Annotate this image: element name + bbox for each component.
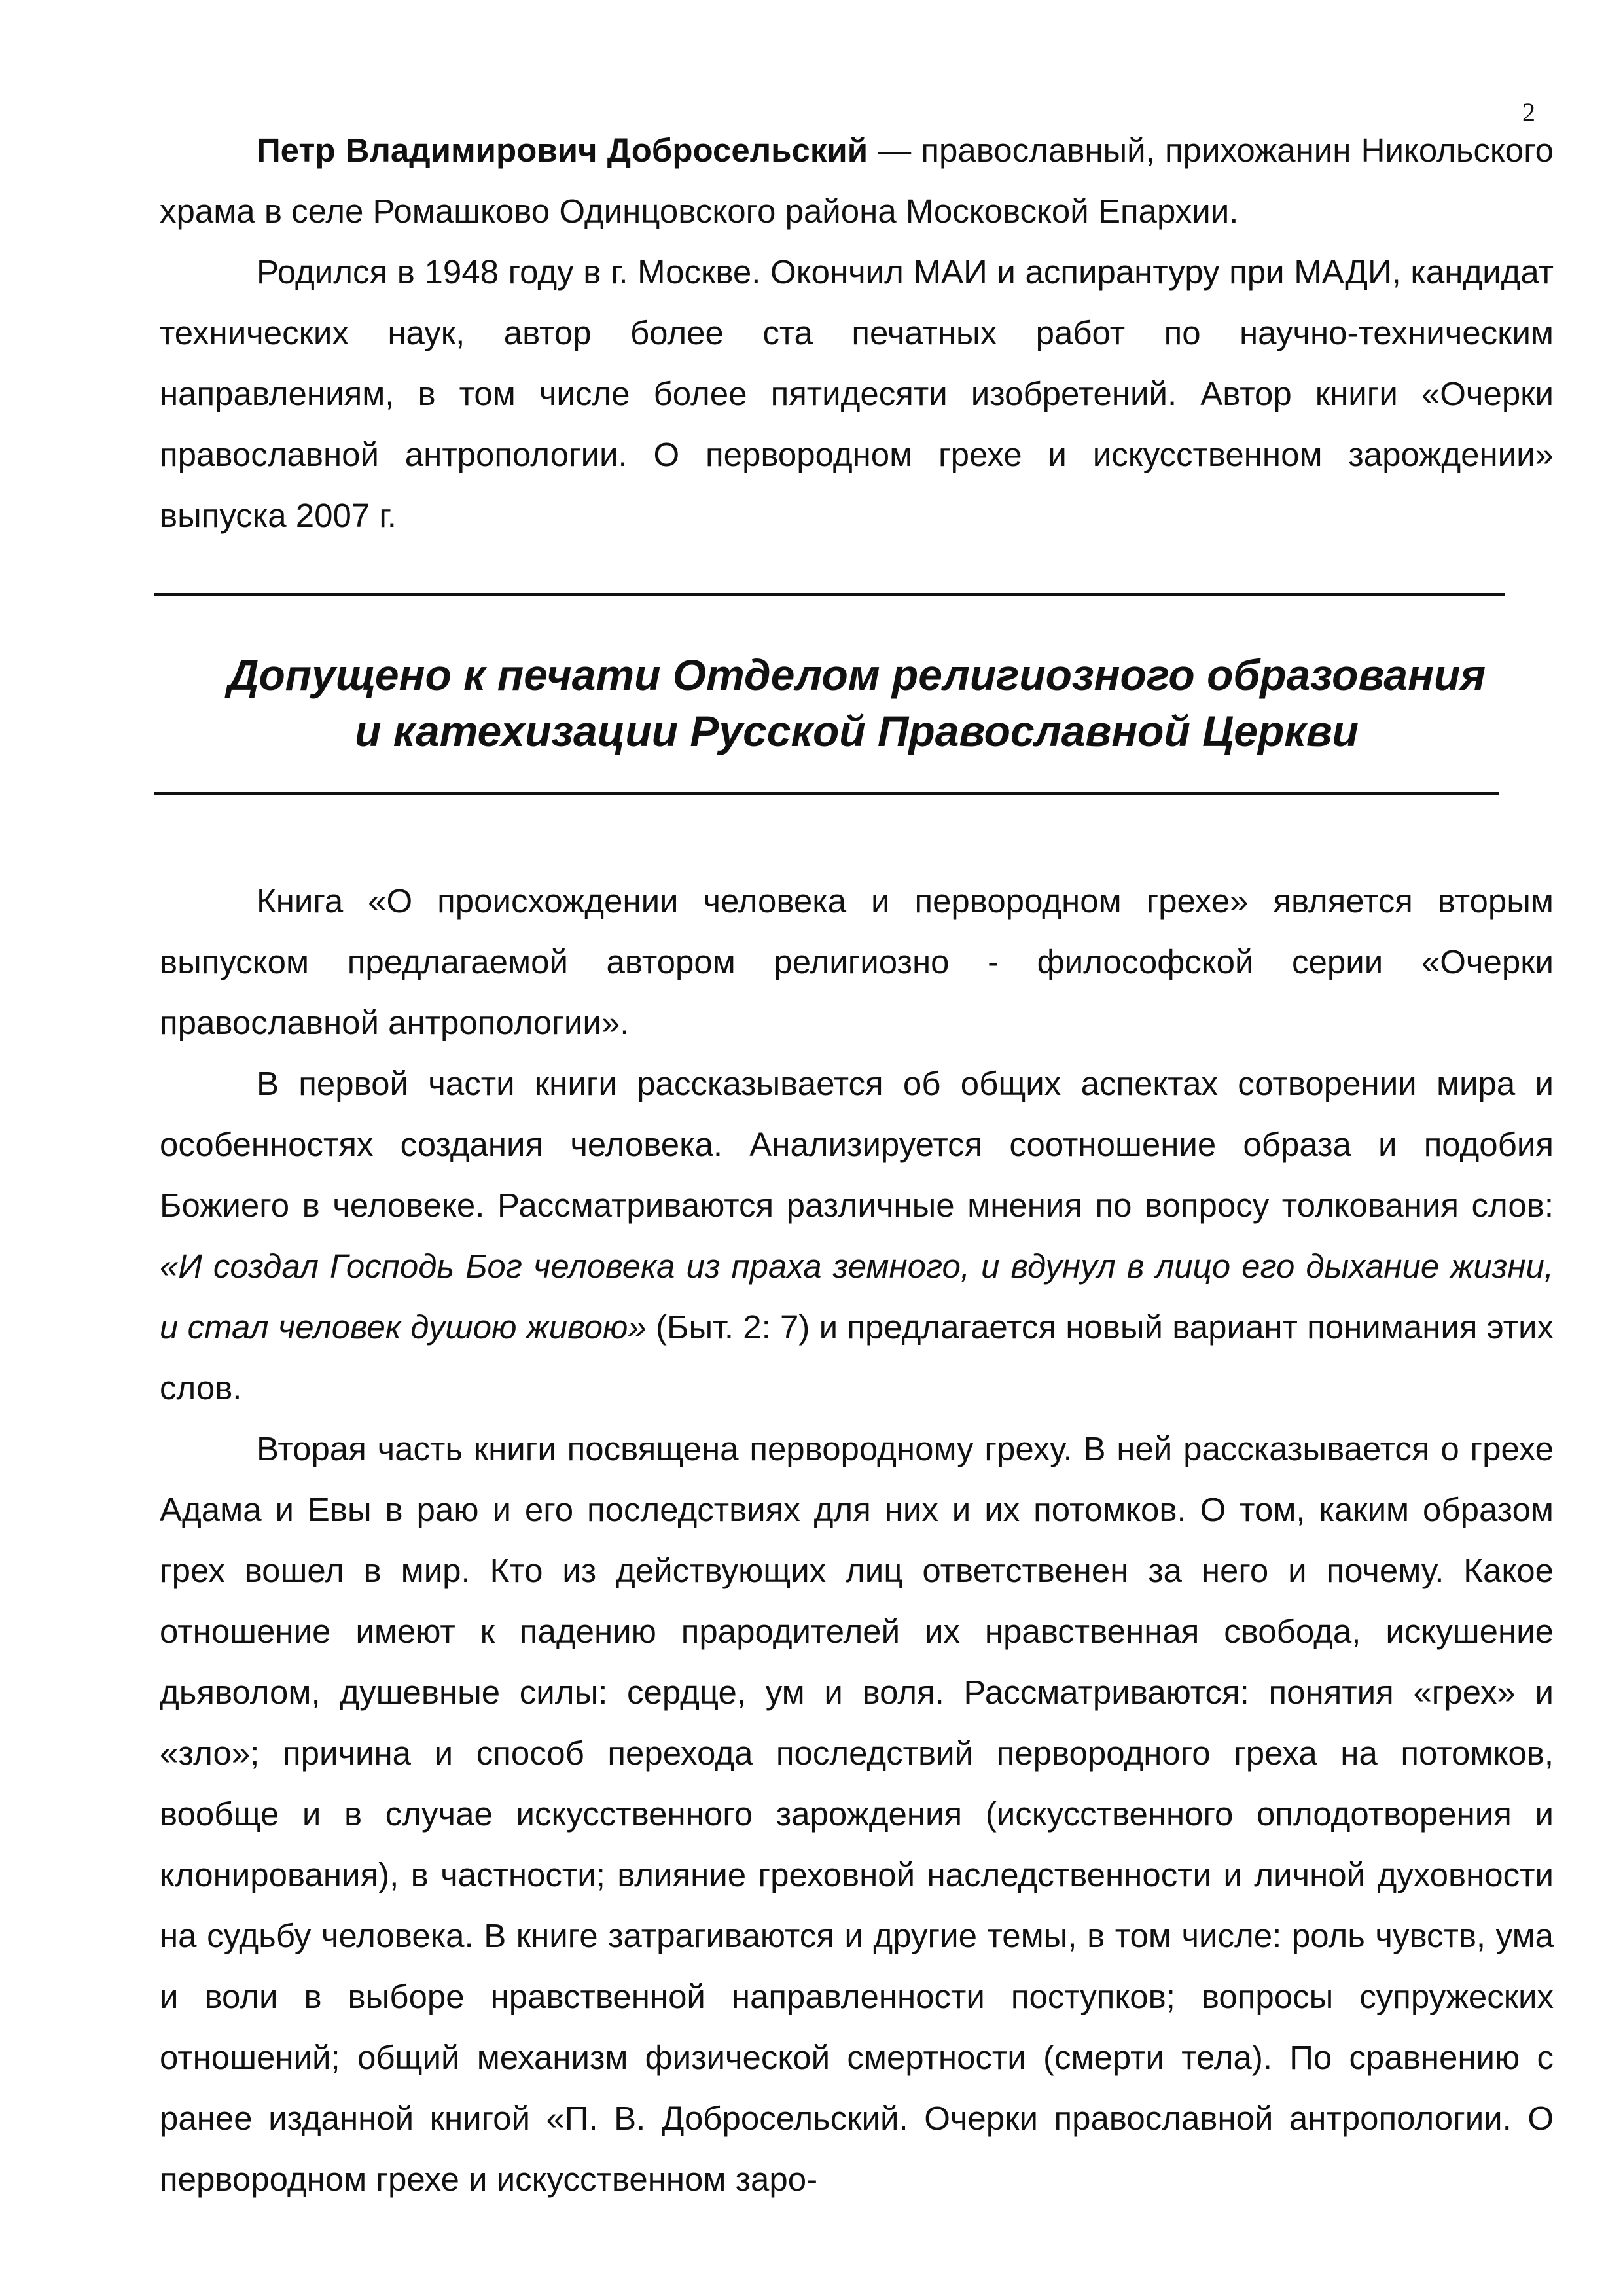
description-paragraph-3: Вторая часть книги посвящена первородному греху. В ней рассказывается о грехе Адама и Евы в раю и его последствиях для них и их потомков. О том, каким образом грех вошел в мир. Кто из действующих лиц ответственен за него и почему. Какое отношение имеют к падению прародителей их нравственная свобода, искушение дьяволом, душевные силы: сердце, ум и воля. Рассматриваются: понятия «грех» и «зло»; причина и способ перехода последствий первородного греха на потомков, вообще и в случае искусственного зарождения (искусственного оплодотворения и клонирования), в частности; влияние греховной наследственности и личной духовности на судьбу человека. В книге затрагиваются и другие темы, в том числе: роль чувств, ума и воли в выборе нравственной направленности поступков; вопросы супружеских отношений; общий механизм физической смертности (смерти тела). По сравнению с ранее изданной книгой «П. В. Добросельский. Очерки православной антропологии. О первородном грехе и искусственном заро- — [160, 1430, 1554, 2198]
paragraph-2-text-start: В первой части книги рассказывается об общих аспектах сотворении мира и особенностях создания человека. Анализируется соотношение образа и подобия Божиего в человеке. Рассматриваются различные мнения по вопросу толкования слов: — [160, 1065, 1554, 1224]
genesis-quote: «И создал Господь Бог человека из праха земного, и вдунул в лицо его дыхание жизни, и стал человек душою живою» — [160, 1247, 1554, 1346]
approval-line-1: Допущено к печати Отделом религиозного образования — [227, 651, 1486, 699]
paragraph-2-text-end: (Быт. 2: 7) и предлагается новый вариант понимания этих слов. — [160, 1308, 1554, 1407]
description-paragraph-1: Книга «О происхождении человека и первородном грехе» является вторым выпуском предлагаемой автором религиозно - философской серии «Очерки православной антропологии». — [160, 882, 1554, 1041]
page-number: 2 — [1522, 98, 1535, 127]
author-intro-paragraph — [160, 120, 1554, 242]
approval-heading — [160, 647, 1554, 759]
bottom-divider — [154, 792, 1499, 795]
book-description — [160, 870, 1554, 2210]
author-bio — [160, 120, 1554, 546]
author-name: Петр Владимирович Добросельский — [257, 132, 868, 169]
author-bio-paragraph: Родился в 1948 году в г. Москве. Окончил МАИ и аспирантуру при МАДИ, кандидат технических наук, автор более ста печатных работ по научно-техническим направлениям, в том числе более пятидесяти изобретений. Автор книги «Очерки православной антропологии. О первородном грехе и искусственном зарождении» выпуска 2007 г. — [160, 253, 1554, 534]
top-divider — [154, 593, 1505, 596]
description-paragraph-2 — [160, 1053, 1554, 1418]
author-intro-text: — православный, прихожанин Никольского храма в селе Ромашково Одинцовского района Московской Епархии. — [160, 132, 1554, 230]
approval-line-2: и катехизации Русской Православной Церкви — [355, 707, 1359, 755]
